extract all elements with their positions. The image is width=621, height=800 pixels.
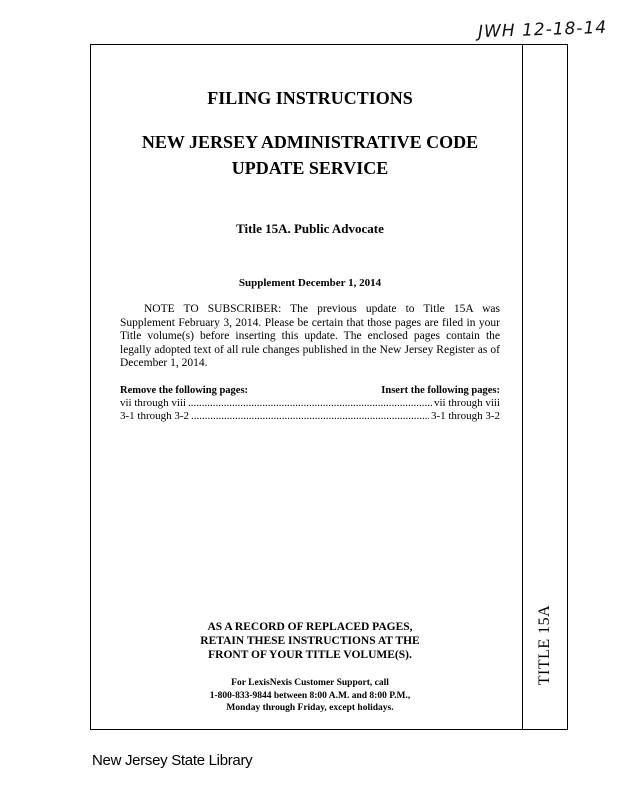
remove-header: Remove the following pages: [120,384,249,396]
title-line-1: NEW JERSEY ADMINISTRATIVE CODE [141,132,479,152]
remove-pages: 3-1 through 3-2 [120,409,190,422]
subscriber-note: NOTE TO SUBSCRIBER: The previous update to Title 15A was Supplement February 3, 2014. Please be certain that those pages are filed in your Title volume(s) before inserting this update. The enclosed pages contain the legally adopted text of all rule changes published in the New Jersey Register as of December 1, 2014. [120,303,500,369]
record-line: RETAIN THESE INSTRUCTIONS AT THE [200,635,420,647]
customer-support-info [120,677,500,715]
pages-row [120,397,500,410]
tab-divider-line [522,44,523,730]
page-title [120,129,500,181]
insert-pages: vii through viii [434,396,500,409]
handwritten-initials-date: JWH 12-18-14 [477,17,608,43]
insert-header: Insert the following pages: [381,384,500,396]
support-line: 1-800-833-9844 between 8:00 A.M. and 8:00 P.M., [209,690,411,701]
dot-leader [188,397,432,410]
dot-leader [191,410,429,423]
document-body [120,88,500,423]
title-line-2: UPDATE SERVICE [231,158,389,178]
insert-pages: 3-1 through 3-2 [430,409,500,422]
record-line: FRONT OF YOUR TITLE VOLUME(S). [208,649,412,661]
support-line: Monday through Friday, except holidays. [226,703,394,713]
library-footer: New Jersey State Library [92,752,253,769]
pages-table-header [120,384,500,397]
pages-table [120,384,500,423]
title-subtitle: Title 15A. Public Advocate [236,221,384,236]
pages-row [120,410,500,423]
supplement-date: Supplement December 1, 2014 [238,277,382,289]
side-tab-label: TITLE 15A [536,604,553,686]
support-line: For LexisNexis Customer Support, call [231,678,389,688]
record-instructions [120,620,500,662]
page-heading: FILING INSTRUCTIONS [207,88,413,108]
record-line: AS A RECORD OF REPLACED PAGES, [207,621,413,633]
remove-pages: vii through viii [120,396,186,409]
